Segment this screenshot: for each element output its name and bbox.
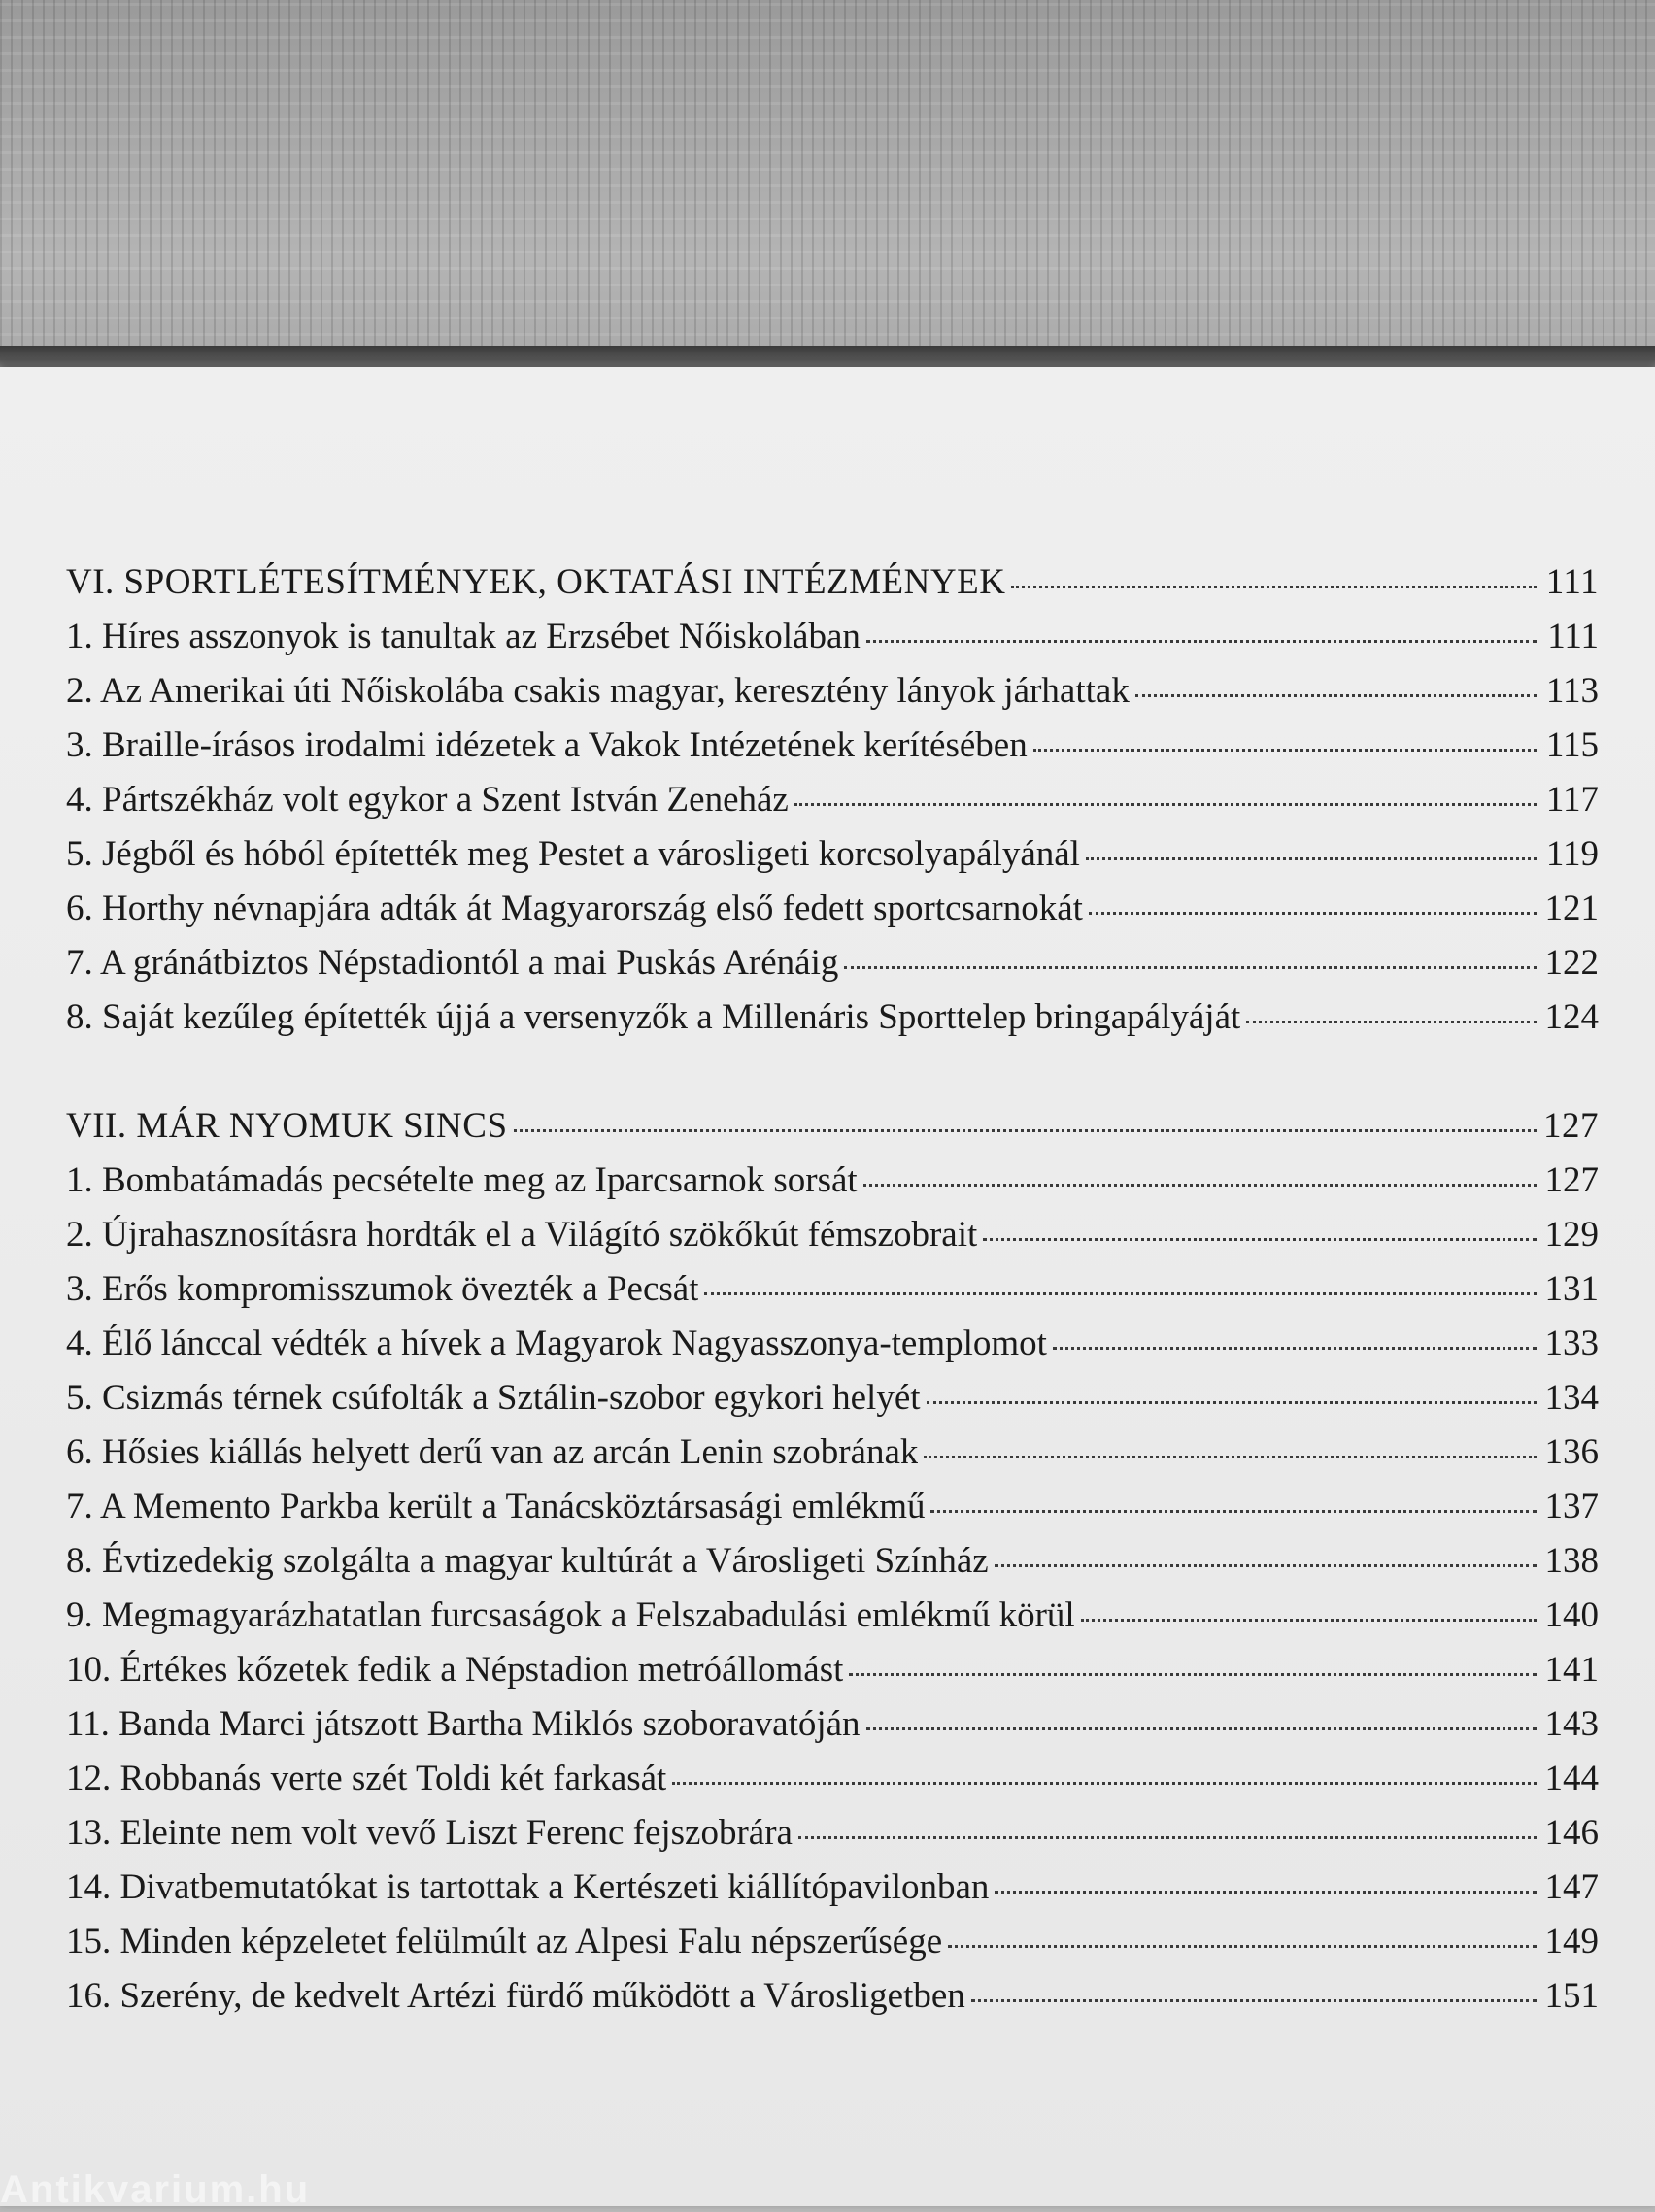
toc-leader-dots	[930, 1510, 1537, 1513]
toc-leader-dots	[1053, 1347, 1537, 1350]
toc-entry-page: 144	[1544, 1759, 1599, 1798]
toc-entry-title: 7. A Memento Parkba került a Tanácsköztársasági emlékmű	[66, 1487, 926, 1526]
toc-leader-dots	[866, 640, 1537, 643]
toc-leader-dots	[1246, 1021, 1537, 1023]
toc-entry	[66, 1866, 1599, 1921]
toc-entry-title: 12. Robbanás verte szét Toldi két farkasát	[66, 1759, 667, 1798]
toc-entry-title: 7. A gránátbiztos Népstadiontól a mai Puskás Arénáig	[66, 943, 839, 983]
toc-entry-title: 4. Pártszékház volt egykor a Szent István Zeneház	[66, 780, 789, 820]
toc-leader-dots	[1011, 586, 1537, 588]
toc-entry-page: 129	[1544, 1215, 1599, 1255]
toc-entry-page: 115	[1545, 725, 1599, 765]
toc-leader-dots	[704, 1292, 1537, 1295]
toc-leader-dots	[1135, 694, 1537, 697]
toc-entry-page: 127	[1543, 1106, 1599, 1146]
toc-entry-title: VI. SPORTLÉTESÍTMÉNYEK, OKTATÁSI INTÉZMÉNYEK	[66, 562, 1006, 602]
toc-entry-page: 111	[1547, 617, 1599, 656]
toc-entry-title: 3. Braille-írásos irodalmi idézetek a Vakok Intézetének kerítésében	[66, 725, 1028, 765]
toc-leader-dots	[514, 1129, 1537, 1132]
toc-entry-title: 10. Értékes kőzetek fedik a Népstadion metróállomást	[66, 1650, 844, 1690]
toc-entry	[66, 1921, 1599, 1975]
toc-entry-page: 133	[1544, 1324, 1599, 1363]
toc-entry-page: 113	[1545, 671, 1599, 711]
toc-entry-page: 143	[1544, 1704, 1599, 1744]
toc-entry	[66, 779, 1599, 833]
toc-leader-dots	[927, 1401, 1537, 1404]
toc-entry	[66, 1377, 1599, 1431]
toc-entry-title: 2. Az Amerikai úti Nőiskolába csakis magyar, keresztény lányok járhattak	[66, 671, 1130, 711]
toc-entry-title: 15. Minden képzeletet felülmúlt az Alpesi Falu népszerűsége	[66, 1922, 943, 1961]
toc-entry-page: 147	[1544, 1867, 1599, 1907]
toc-entry-page: 124	[1544, 997, 1599, 1037]
toc-entry	[66, 1703, 1599, 1758]
toc-entry	[66, 1486, 1599, 1540]
toc-leader-dots	[983, 1238, 1537, 1241]
toc-entry-title: 16. Szerény, de kedvelt Artézi fürdő működött a Városligetben	[66, 1976, 965, 2016]
toc-entry-title: 3. Erős kompromisszumok övezték a Pecsát	[66, 1269, 699, 1309]
toc-entry-page: 151	[1544, 1976, 1599, 2016]
toc-entry	[66, 1812, 1599, 1866]
watermark: Antikvarium.hu	[0, 2168, 311, 2211]
toc-entry-title: 5. Csizmás térnek csúfolták a Sztálin-szobor egykori helyét	[66, 1378, 921, 1418]
toc-entry-title: 8. Évtizedekig szolgálta a magyar kultúrát a Városligeti Színház	[66, 1541, 989, 1581]
toc-entry	[66, 1159, 1599, 1214]
toc-entry-page: 131	[1544, 1269, 1599, 1309]
toc-entry	[66, 833, 1599, 888]
toc-leader-dots	[849, 1673, 1537, 1676]
toc-entry-title: 5. Jégből és hóból építették meg Pestet a városligeti korcsolyapályánál	[66, 834, 1080, 874]
toc-entry	[66, 1758, 1599, 1812]
toc-entry	[66, 1323, 1599, 1377]
toc-entry-page: 137	[1544, 1487, 1599, 1526]
toc-entry-title: 1. Híres asszonyok is tanultak az Erzsébet Nőiskolában	[66, 617, 861, 656]
toc-entry-title: 2. Újrahasznosításra hordták el a Világító szökőkút fémszobrait	[66, 1215, 978, 1255]
book-page	[0, 367, 1655, 2211]
toc-entry-title: 9. Megmagyarázhatatlan furcsaságok a Felszabadulási emlékmű körül	[66, 1595, 1075, 1635]
toc-entry	[66, 1649, 1599, 1703]
toc-entry-title: 11. Banda Marci játszott Bartha Miklós szoboravatóján	[66, 1704, 861, 1744]
toc-entry	[66, 942, 1599, 996]
toc-entry	[66, 724, 1599, 779]
toc-leader-dots	[1081, 1619, 1537, 1622]
toc-leader-dots	[866, 1727, 1537, 1730]
toc-entry-title: 4. Élő lánccal védték a hívek a Magyarok Nagyasszonya-templomot	[66, 1324, 1047, 1363]
toc-leader-dots	[995, 1564, 1537, 1567]
toc-entry-title: 6. Horthy névnapjára adták át Magyarország első fedett sportcsarnokát	[66, 888, 1083, 928]
toc-leader-dots	[844, 966, 1537, 969]
toc-section-heading	[66, 561, 1599, 616]
toc-section-sportletesitmenyek	[66, 561, 1599, 1051]
toc-entry-page: 136	[1544, 1432, 1599, 1472]
toc-leader-dots	[924, 1456, 1537, 1458]
toc-entry-page: 122	[1544, 943, 1599, 983]
toc-entry-page: 117	[1545, 780, 1599, 820]
toc-entry-page: 111	[1545, 562, 1599, 602]
toc-section-mar-nyomuk-sincs	[66, 1105, 1599, 2029]
toc-entry	[66, 1975, 1599, 2029]
toc-entry	[66, 888, 1599, 942]
toc-section-heading	[66, 1105, 1599, 1159]
book-edge	[0, 346, 1655, 369]
toc-entry-page: 149	[1544, 1922, 1599, 1961]
toc-entry	[66, 1268, 1599, 1323]
toc-entry-title: 14. Divatbemutatókat is tartottak a Kertészeti kiállítópavilonban	[66, 1867, 990, 1907]
toc-leader-dots	[794, 803, 1537, 806]
toc-leader-dots	[971, 1999, 1537, 2002]
toc-entry	[66, 1594, 1599, 1649]
toc-entry-page: 140	[1544, 1595, 1599, 1635]
toc-entry	[66, 616, 1599, 670]
toc-entry	[66, 1540, 1599, 1594]
toc-entry-page: 141	[1544, 1650, 1599, 1690]
toc-entry-title: 6. Hősies kiállás helyett derű van az arcán Lenin szobrának	[66, 1432, 919, 1472]
toc-entry-page: 127	[1544, 1160, 1599, 1200]
toc-entry-title: 8. Saját kezűleg építették újjá a versenyzők a Millenáris Sporttelep bringapályáját	[66, 997, 1241, 1037]
toc-leader-dots	[1033, 749, 1537, 752]
toc-entry-page: 121	[1544, 888, 1599, 928]
toc-leader-dots	[798, 1836, 1537, 1839]
toc-leader-dots	[1086, 857, 1537, 860]
toc-entry-title: VII. MÁR NYOMUK SINCS	[66, 1106, 508, 1146]
toc-leader-dots	[995, 1891, 1537, 1894]
toc-entry	[66, 670, 1599, 724]
toc-leader-dots	[948, 1945, 1537, 1948]
toc-entry-page: 119	[1545, 834, 1599, 874]
toc-entry-page: 138	[1544, 1541, 1599, 1581]
toc-entry-page: 134	[1544, 1378, 1599, 1418]
toc-entry	[66, 1431, 1599, 1486]
toc-entry	[66, 1214, 1599, 1268]
toc-entry-title: 1. Bombatámadás pecsételte meg az Iparcsarnok sorsát	[66, 1160, 858, 1200]
toc-entry-title: 13. Eleinte nem volt vevő Liszt Ferenc fejszobrára	[66, 1813, 793, 1853]
toc-leader-dots	[863, 1184, 1537, 1187]
toc-entry-page: 146	[1544, 1813, 1599, 1853]
desk-background	[0, 0, 1655, 369]
toc-leader-dots	[672, 1782, 1537, 1785]
toc-entry	[66, 996, 1599, 1051]
toc-leader-dots	[1089, 912, 1537, 915]
